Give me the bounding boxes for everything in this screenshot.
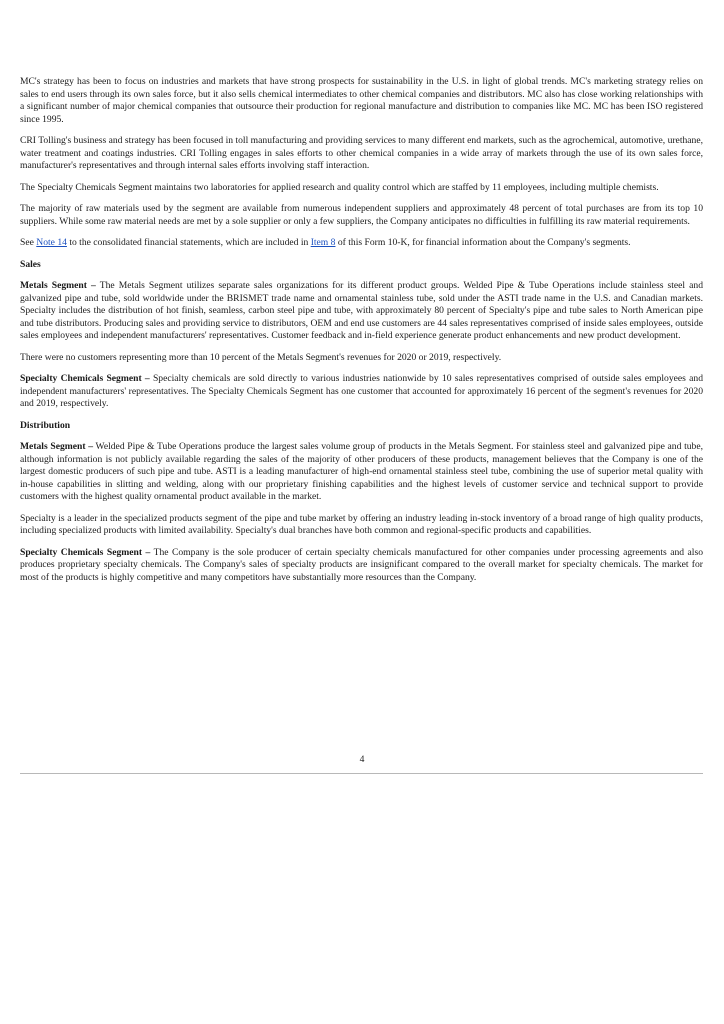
sales-metals-text: The Metals Segment utilizes separate sales organizations for its different product groups. Welded Pipe & Tube Operations include stainless steel and galvanized pipe and tube, sold worldwide under the BRISMET trade name and ornamental stainless tube, sold under the ASTI trade name in the U.S. and Canadian markets. Specialty includes the distribution of hot finish, seamless, carbon steel pipe and tube, with approximately 80 percent of Specialty's pipe and tube sales to North American pipe and tube distributors. Producing sales and providing service to distributors, OEM and end use customers are 44 sales representatives comprised of inside sales employees, outside sales employees and independent manufacturers' representatives. Customer feedback and in-field experience generate product enhancements and new product development. [20, 280, 704, 341]
distribution-chemicals-paragraph [20, 547, 703, 585]
item-8-link[interactable]: Item 8 [310, 237, 336, 248]
sales-chemicals-lead: Specialty Chemicals Segment – [20, 373, 150, 384]
sales-heading: Sales [20, 258, 41, 270]
cri-tolling-paragraph: CRI Tolling's business and strategy has been focused in toll manufacturing and providing services to many different end markets, such as the agrochemical, automotive, urethane, water treatment and coatings industries. CRI Tolling engages in sales efforts to other chemical companies in a wide array of markets through the use of its own sales force, manufacturer's representatives and through internal sales efforts involving staff interaction. [20, 135, 703, 171]
page-number: 4 [359, 754, 365, 765]
note-14-link[interactable]: Note 14 [36, 237, 67, 248]
distribution-chemicals-lead: Specialty Chemicals Segment – [20, 546, 151, 558]
document-body [20, 76, 703, 593]
reference-text-after: of this Form 10-K, for financial information about the Company's segments. [335, 237, 631, 248]
footer-divider [20, 773, 703, 774]
raw-materials-paragraph: The majority of raw materials used by the segment are available from numerous independent suppliers and approximately 48 percent of total purchases are from its top 10 suppliers. While some raw material needs are met by a sole supplier or only a few suppliers, the Company anticipates no difficulties in fulfilling its raw material requirements. [20, 203, 703, 227]
sales-chemicals-text: Specialty chemicals are sold directly to various industries nationwide by 10 sales representatives comprised of outside sales employees and independent manufacturers' representatives. The Specialty Chemicals Segment has one customer that accounted for approximately 16 percent of the segment's revenues for 2020 and 2019, respectively. [20, 373, 703, 409]
sales-chemicals-paragraph [20, 373, 703, 411]
laboratories-paragraph: The Specialty Chemicals Segment maintains two laboratories for applied research and quality control which are staffed by 11 employees, including multiple chemists. [20, 181, 659, 193]
distribution-metals-paragraph [20, 441, 703, 504]
distribution-specialty-paragraph: Specialty is a leader in the specialized products segment of the pipe and tube market by offering an industry leading in-stock inventory of a broad range of high quality products, including specialized products with limited availability. Specialty's dual branches have both common and regional-specific products and capabilities. [20, 512, 703, 536]
mc-strategy-paragraph: MC's strategy has been to focus on industries and markets that have strong prospects for sustainability in the U.S. in light of global trends. MC's marketing strategy relies on sales to end users through its own sales force, but it also sells chemical intermediates to other chemical companies and distributors. MC also has close working relationships with a significant number of major chemical companies that outsource their production for regional manufacture and distribution to companies like MC. MC has been ISO registered since 1995. [20, 76, 703, 125]
distribution-metals-text: Welded Pipe & Tube Operations produce the largest sales volume group of products in the Metals Segment. For stainless steel and galvanized pipe and tube, although information is not publicly available regarding the sales of the majority of other producers of these products, management believes that the Company is one of the largest domestic producers of such pipe and tube. ASTI is a leading manufacturer of high-end ornamental stainless steel tube, combining the use of superior metal quality with in-house capabilities in slitting and welding, along with our proprietary finishing capabilities and the highest levels of customer service and technical support to provide customers with the highest quality ornamental product available in the market. [20, 441, 703, 502]
sales-metals-paragraph [20, 280, 703, 343]
sales-metals-lead: Metals Segment – [20, 280, 96, 291]
distribution-chemicals-text: The Company is the sole producer of certain specialty chemicals manufactured for other companies under processing agreements and also produces proprietary specialty chemicals. The Company's sales of specialty products are insignificant compared to the overall market for specialty chemicals. The market for most of the products is highly competitive and many competitors have substantially more resources than the Company. [20, 546, 703, 583]
reference-text-before: See [20, 237, 37, 248]
sales-customers-paragraph: There were no customers representing more than 10 percent of the Metals Segment's revenues for 2020 or 2019, respectively. [20, 351, 502, 363]
reference-text-middle: to the consolidated financial statements, which are included in [66, 237, 311, 248]
distribution-metals-lead: Metals Segment – [20, 441, 94, 452]
segments-reference-paragraph [20, 237, 703, 250]
distribution-heading: Distribution [20, 419, 71, 431]
